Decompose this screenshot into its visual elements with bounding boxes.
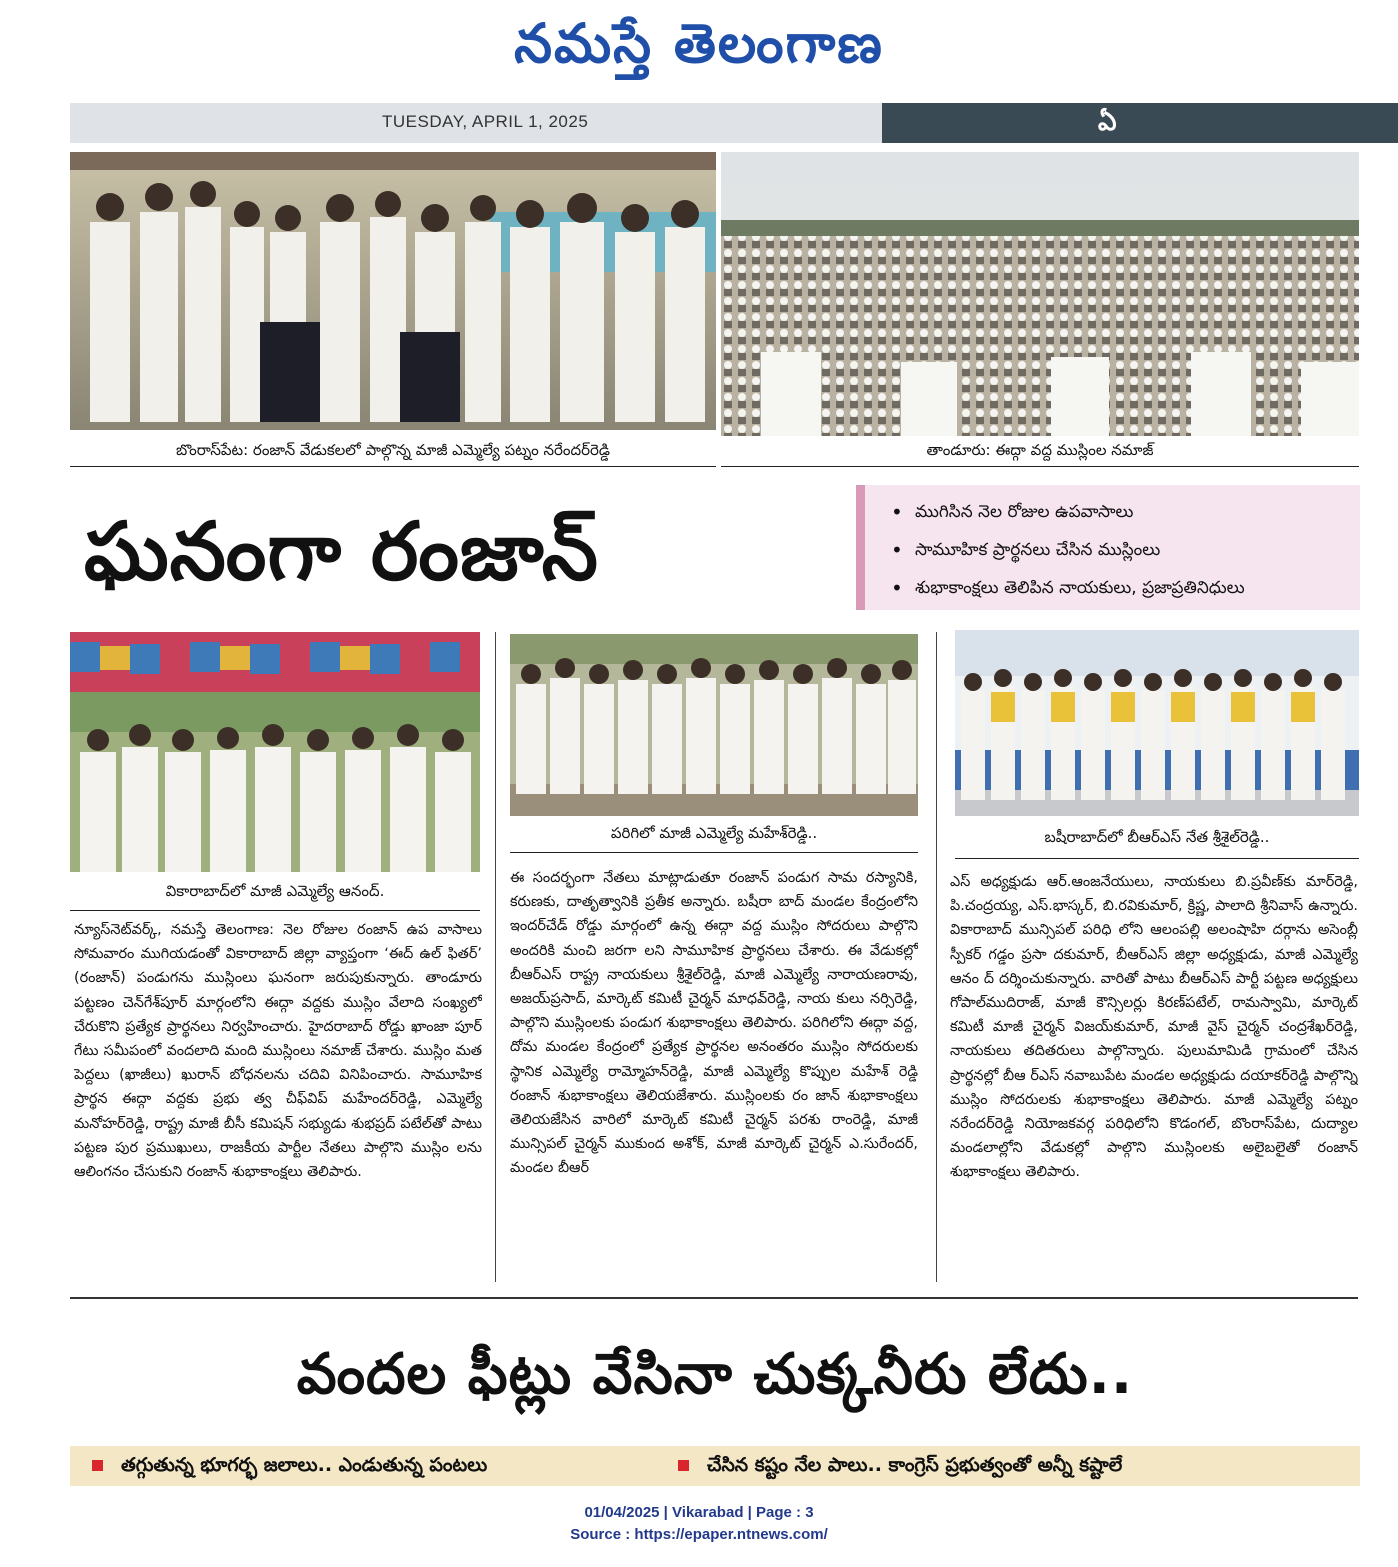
caption-rule [70, 910, 480, 911]
section-band [882, 103, 1398, 143]
article-column-1: న్యూస్‌నెట్‌వర్క్, నమస్తే తెలంగాణ: నెల రోజుల రంజాన్ ఉప వాసాలు సోమవారం ముగియడంతో వికారాబాద్ జిల్లా వ్యాప్తంగా ‘ఈద్ ఉల్ ఫితర్’ (రంజాన్) పండుగను ముస్లింలు ఘనంగా జరుపుకున్నారు. తాండూరు పట్టణం చెన్‌గేశ్‌పూర్ మార్గంలోని ఈద్గా వద్దకు ముస్లిం వేలాది సంఖ్యలో చేరుకొని ప్రత్యేక ప్రార్థనలు నిర్వహించారు. హైదరాబాద్ రోడ్డు ఖాంజా పూర్ గేటు సమీపంలో వందలాది మంది ముస్లింలు నమాజ్ చేశారు. ముస్లిం మత పెద్దలు (ఖాజీలు) ఖురాన్ బోధనలను చదివి వినిపించారు. సామూహిక ప్రార్థన ఈద్గా వద్దకు ప్రభు త్వ చీఫ్‌విప్ మహేందర్‌రెడ్డి, ఎమ్మెల్యే మనోహర్‌రెడ్డి, రాష్ట్ర మాజీ బీసీ కమిషన్ సభ్యుడు శుభప్రద్ పటేల్‌తో పాటు పట్టణ పుర ప్రముఖులు, రాజకీయ పార్టీల నేతలు పాల్గొని ముస్లిం లను ఆలింగనం చేసుకుని రంజాన్ శుభాకాంక్షలు తెలిపారు. [74, 922, 482, 1181]
photo-bomraspet-image [70, 152, 716, 430]
bullet-square-icon [678, 1460, 689, 1471]
article-column-3: ఎస్ అధ్యక్షుడు ఆర్.ఆంజనేయులు, నాయకులు బి.ప్రవీణ్‌కు మార్‌రెడ్డి, పి.చంద్రయ్య, ఎస్.భాస్కర్, బి.రవికుమార్, క్రిష్ణ, పాలాది శ్రీనివాస్ ఉన్నారు. వికారాబాద్ మున్సిపల్ పరిధి లోని ఆలంపల్లి అలంషాహి దర్గాను అసెంబ్లీ స్పీకర్ గడ్డం ప్రసా దకుమార్, బీఆర్‌ఎస్ జిల్లా అధ్యక్షుడు, మాజీ ఎమ్మెల్యే ఆనం ద్ దర్శించుకున్నారు. వారితో పాటు బీఆర్‌ఎస్ పార్టీ పట్టణ అధ్యక్షులు గోపాల్‌ముదిరాజ్, మాజీ కౌన్సిలర్లు కిరణ్‌పటేల్, రామస్వామి, మార్కెట్ కమిటీ మాజీ చైర్మన్ విజయ్‌కుమార్, మాజీ వైస్ చైర్మన్ చంద్రశేఖర్‌రెడ్డి, నాయకులు తదితరులు పాల్గొన్నారు. పులుమామిడి గ్రామంలో చేసిన ప్రార్థనల్లో బీఆ ర్‌ఎస్ నవాబుపేట మండల అధ్యక్షుడు దయాకర్‌రెడ్డి పాల్గొన్ని ముస్లిం సోదరులకు శుభాకాంక్షలు తెలిపారు. మాజీ ఎమ్మెల్యే పట్నం నరేందర్‌రెడ్డి నియోజకవర్గ పరిధిలోని కొడంగల్, బొంరాస్‌పేట, దుద్యాల మండలాల్లోని వేడుకల్లో పాల్గొని ముస్లింలకు అలైబలైతో రంజాన్ శుభాకాంక్షలు తెలిపారు. [950, 874, 1358, 1181]
photo-tandur [721, 152, 1359, 436]
second-headline: వందల ఫీట్లు వేసినా చుక్కనీరు లేదు.. [296, 1342, 1134, 1407]
caption-photo5: బషీరాబాద్‌లో బీఆర్‌ఎస్ నేత శ్రీశైల్‌రెడ్డి.. [1044, 828, 1270, 846]
caption-photo4: పరిగిలో మాజీ ఎమ్మెల్యే మహేశ్‌రెడ్డి.. [610, 824, 818, 842]
bullet-item: • ముగిసిన నెల రోజుల ఉపవాసాలు [891, 493, 1360, 531]
deck-item [678, 1454, 1122, 1481]
deck-item [92, 1454, 487, 1481]
column-rule [495, 632, 496, 1282]
photo-vikarabad [70, 632, 480, 872]
deck-item-text: తగ్గుతున్న భూగర్భ జలాలు.. ఎండుతున్న పంటలు [121, 1454, 488, 1476]
caption-rule [955, 858, 1359, 859]
photo-parigi [510, 634, 918, 816]
bullet-box [856, 485, 1360, 610]
story-divider [70, 1297, 1358, 1299]
caption-photo1: బొంరాస్‌పేట: రంజాన్ వేడుకలలో పాల్గొన్న మాజీ ఎమ్మెల్యే పట్నం నరేందర్‌రెడ్డి [176, 441, 610, 459]
caption-rule [70, 466, 716, 467]
issue-date: TUESDAY, APRIL 1, 2025 [382, 112, 589, 131]
photo-vikarabad-image [70, 632, 480, 872]
photo-tandur-image [721, 152, 1359, 436]
page-footer-info: 01/04/2025 | Vikarabad | Page : 3 [584, 1504, 814, 1521]
main-headline: ఘనంగా రంజాన్ [84, 505, 599, 598]
masthead-title: నమస్తే తెలంగాణ [514, 11, 884, 75]
caption-photo2: తాండూరు: ఈద్గా వద్ద ముస్లింల నమాజ్ [926, 441, 1154, 459]
photo-basheerabad [955, 630, 1359, 816]
deck-item-text: చేసిన కష్టం నేల పాలు.. కాంగ్రెస్ ప్రభుత్వంతో అన్నీ కష్టాలే [707, 1454, 1123, 1476]
caption-rule [510, 852, 918, 853]
bullet-item: • శుభాకాంక్షలు తెలిపిన నాయకులు, ప్రజాప్రతినిధులు [891, 569, 1360, 607]
bullet-square-icon [92, 1460, 103, 1471]
page-footer-source[interactable]: Source : https://epaper.ntnews.com/ [570, 1526, 828, 1543]
column-rule [936, 632, 937, 1282]
caption-photo3: వికారాబాద్‌లో మాజీ ఎమ్మెల్యే ఆనంద్. [165, 882, 385, 900]
article-column-2: ఈ సందర్భంగా నేతలు మాట్లాడుతూ రంజాన్ పండుగ సామ రస్యానికి, కరుణకు, దాతృత్వానికి ప్రతీక అన్నారు. బషీరా బాద్ మండల కేంద్రంలోని ఇందర్‌చేడ్ రోడ్డు మార్గంలో ఉన్న ఈద్గా వద్ద ముస్లిం సోదరులు పాల్గొని అందరికి మంచి జరగా లని సామూహిక ప్రార్థనలు చేశారు. ఈ వేడుకల్లో బీఆర్‌ఎస్ రాష్ట్ర నాయకులు శ్రీశైల్‌రెడ్డి, మాజీ ఎమ్మెల్యే నారాయణరావు, అజయ్‌ప్రసాద్, మార్కెట్ కమిటీ చైర్మన్ మాధవ్‌రెడ్డి, నాయ కులు నర్సిరెడ్డి, పాల్గొని ముస్లింలకు పండుగ శుభాకాంక్షలు తెలిపారు. పరిగిలోని ఈద్గా వద్ద, దోమ మండల కేంద్రంలో ప్రత్యేక ప్రార్థనల అనంతరం ముస్లిం సోదరులకు స్థానిక ఎమ్మెల్యే రామ్మోహన్‌రెడ్డి, మాజీ ఎమ్మెల్యే కొప్పుల మహేశ్ రెడ్డి రంజాన్ శుభాకాంక్షలు తెలియజేశారు. ముస్లింలకు రం జాన్ శుభాకాంక్షలు తెలియజేసిన వారిలో మార్కెట్ కమిటీ చైర్మన్ పరశు రాంరెడ్డి, మాజీ మున్సిపల్ చైర్మన్ ముకుంద అశోక్, మాజీ మార్కెట్ చైర్మన్ ఎ.సురేందర్, మండల బీఆర్ [510, 870, 918, 1177]
photo-parigi-image [510, 634, 918, 816]
deck-band [70, 1446, 1360, 1486]
caption-rule [721, 466, 1359, 467]
bullet-item: • సామూహిక ప్రార్థనలు చేసిన ముస్లింలు [891, 531, 1360, 569]
photo-bomraspet [70, 152, 716, 430]
section-mark: ఏ [1098, 107, 1117, 137]
photo-basheerabad-image [955, 630, 1359, 816]
date-band [70, 103, 882, 143]
masthead [0, 0, 1398, 100]
